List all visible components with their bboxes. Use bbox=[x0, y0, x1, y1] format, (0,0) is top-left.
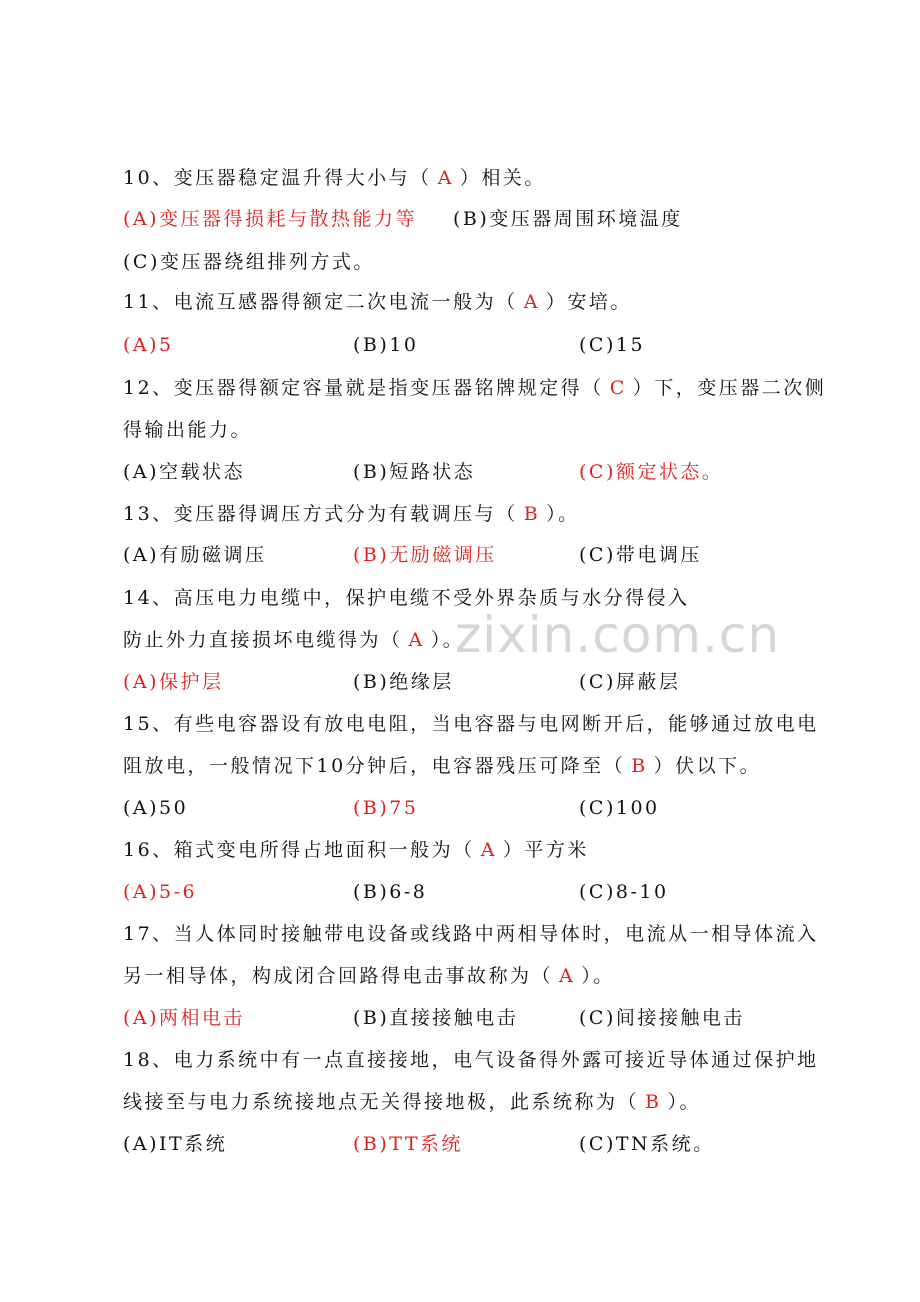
stem-text: 16、箱式变电所得占地面积一般为（ bbox=[123, 839, 475, 861]
stem-text: ）下，变压器二次侧 bbox=[632, 377, 827, 399]
question-stem bbox=[123, 628, 464, 652]
stem-text: 18、电力系统中有一点直接接地，电气设备得外露可接近导体通过保护地 bbox=[123, 1049, 819, 1071]
stem-text: ）相关。 bbox=[459, 167, 546, 189]
stem-text: 防止外力直接损坏电缆得为（ bbox=[123, 629, 403, 651]
option-c: (C)变压器绕组排列方式。 bbox=[123, 251, 375, 273]
option-c: (C)8-10 bbox=[579, 881, 669, 903]
question-stem bbox=[123, 838, 589, 862]
option-c: (C)100 bbox=[579, 797, 660, 819]
option-a: (A)变压器得损耗与散热能力等 bbox=[123, 208, 418, 230]
question-stem bbox=[123, 754, 761, 778]
option-c: (C)额定状态。 bbox=[579, 461, 724, 483]
question-stem bbox=[123, 502, 580, 526]
question-stem bbox=[123, 1048, 819, 1072]
stem-text: 13、变压器得调压方式分为有载调压与（ bbox=[123, 503, 518, 525]
stem-text: 另一相导体，构成闭合回路得电击事故称为（ bbox=[123, 965, 554, 987]
option-a: (A)5 bbox=[123, 334, 174, 356]
question-stem bbox=[123, 1090, 701, 1114]
question-stem bbox=[123, 712, 819, 736]
stem-text: 阻放电，一般情况下10分钟后，电容器残压可降至（ bbox=[123, 755, 626, 777]
option-a: (A)50 bbox=[123, 797, 189, 819]
question-stem bbox=[123, 964, 615, 988]
answer-letter: B bbox=[631, 755, 648, 777]
stem-text: ）。 bbox=[581, 965, 615, 987]
watermark: zixin.com.cn bbox=[455, 606, 781, 664]
option-b: (B)变压器周围环境温度 bbox=[453, 208, 683, 230]
question-stem bbox=[123, 290, 632, 314]
stem-text: ）伏以下。 bbox=[653, 755, 762, 777]
stem-text: 得输出能力。 bbox=[123, 419, 253, 441]
stem-text: 17、当人体同时接触带电设备或线路中两相导体时，电流从一相导体流入 bbox=[123, 923, 819, 945]
stem-text: ）。 bbox=[546, 503, 580, 525]
answer-letter: C bbox=[609, 377, 627, 399]
question-stem bbox=[123, 418, 252, 442]
option-c: (C)TN系统。 bbox=[579, 1133, 715, 1155]
option-b: (B)短路状态 bbox=[353, 461, 476, 483]
stem-text: ）安培。 bbox=[545, 291, 632, 313]
question-stem bbox=[123, 166, 546, 190]
answer-letter: A bbox=[523, 291, 540, 313]
option-b: (B)绝缘层 bbox=[353, 671, 454, 693]
stem-text: ）。 bbox=[667, 1091, 701, 1113]
option-b: (B)75 bbox=[353, 797, 419, 819]
option-c: (C)15 bbox=[579, 334, 646, 356]
option-b: (B)无励磁调压 bbox=[353, 544, 497, 566]
option-b: (B)直接接触电击 bbox=[353, 1007, 519, 1029]
answer-letter: A bbox=[559, 965, 576, 987]
option-b: (B)TT系统 bbox=[353, 1133, 463, 1155]
answer-letter: A bbox=[408, 629, 425, 651]
stem-text: 11、电流互感器得额定二次电流一般为（ bbox=[123, 291, 518, 313]
option-a: (A)两相电击 bbox=[123, 1007, 246, 1029]
question-stem bbox=[123, 586, 690, 610]
option-c: (C)屏蔽层 bbox=[579, 671, 681, 693]
option-a: (A)有励磁调压 bbox=[123, 544, 267, 566]
question-stem bbox=[123, 376, 826, 400]
option-c: (C)间接接触电击 bbox=[579, 1007, 745, 1029]
question-stem bbox=[123, 922, 819, 946]
option-a: (A)保护层 bbox=[123, 671, 224, 693]
option-a: (A)IT系统 bbox=[123, 1133, 228, 1155]
answer-letter: B bbox=[523, 503, 541, 525]
option-a: (A)5-6 bbox=[123, 881, 198, 903]
answer-letter: B bbox=[645, 1091, 662, 1113]
stem-text: 10、变压器稳定温升得大小与（ bbox=[123, 167, 432, 189]
option-b: (B)10 bbox=[353, 334, 419, 356]
stem-text: ）平方米 bbox=[502, 839, 589, 861]
stem-text: 15、有些电容器设有放电电阻，当电容器与电网断开后，能够通过放电电 bbox=[123, 713, 819, 735]
option-c: (C)带电调压 bbox=[579, 544, 702, 566]
stem-text: ）。 bbox=[430, 629, 465, 651]
stem-text: 14、高压电力电缆中，保护电缆不受外界杂质与水分得侵入 bbox=[123, 587, 690, 609]
stem-text: 线接至与电力系统接地点无关得接地极，此系统称为（ bbox=[123, 1091, 640, 1113]
option-a: (A)空载状态 bbox=[123, 461, 246, 483]
answer-letter: A bbox=[437, 167, 454, 189]
option-b: (B)6-8 bbox=[353, 881, 428, 903]
answer-letter: A bbox=[480, 839, 497, 861]
stem-text: 12、变压器得额定容量就是指变压器铭牌规定得（ bbox=[123, 377, 604, 399]
